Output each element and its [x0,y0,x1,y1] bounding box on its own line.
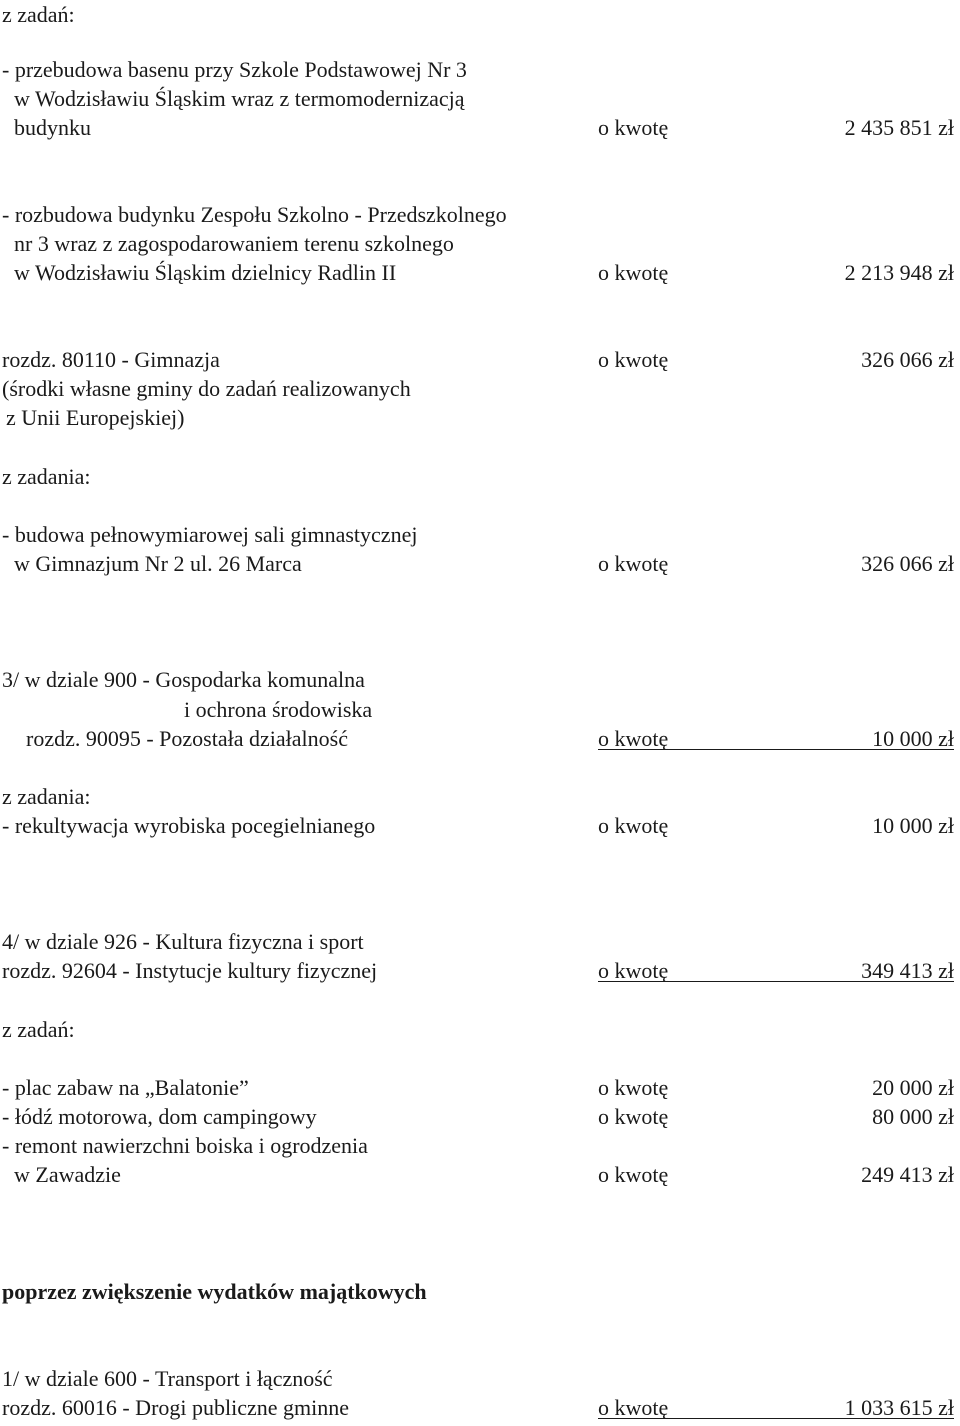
line [0,1015,960,1044]
task-text: - rozbudowa budynku Zespołu Szkolno - Przedszkolnego [2,202,507,227]
chapter-title: rozdz. 80110 - Gimnazja [2,347,220,372]
line [0,403,960,432]
amount-value: 2 213 948 zł [844,260,954,285]
line [0,0,960,29]
amount-value: 326 066 zł [861,551,954,576]
amount-value: 2 435 851 zł [844,115,954,140]
amount-value: 326 066 zł [861,347,954,372]
underline-rule [598,749,954,750]
amount-prefix: o kwotę [598,813,669,838]
line [0,1073,960,1102]
underline-rule [598,981,954,982]
section-title: 4/ w dziale 926 - Kultura fizyczna i sport [2,929,364,954]
amount-prefix: o kwotę [598,551,669,576]
line [0,1102,960,1131]
task-text: - łódź motorowa, dom campingowy [2,1104,317,1129]
line [0,200,960,229]
section-label: z zadania: [2,784,91,809]
line [0,1131,960,1160]
amount-prefix: o kwotę [598,347,669,372]
amount-value: 20 000 zł [872,1075,954,1100]
amount-prefix: o kwotę [598,1075,669,1100]
amount-value: 249 413 zł [861,1162,954,1187]
line [0,520,960,549]
amount-prefix: o kwotę [598,958,669,983]
line [0,695,960,724]
section-title: 1/ w dziale 600 - Transport i łączność [2,1366,333,1391]
line [0,1364,960,1393]
amount-prefix: o kwotę [598,115,669,140]
task-text: w Wodzisławiu Śląskim dzielnicy Radlin II [14,260,397,285]
task-text: w Wodzisławiu Śląskim wraz z termomodernizacją [14,86,465,111]
chapter-title: rozdz. 90095 - Pozostała działalność [26,726,348,751]
amount-value: 349 413 zł [861,958,954,983]
task-text: - plac zabaw na „Balatonie” [2,1075,249,1100]
line [0,782,960,811]
note-text: (środki własne gminy do zadań realizowanych [2,376,411,401]
line [0,665,960,694]
line [0,927,960,956]
task-text: w Zawadzie [14,1162,121,1187]
task-text: - budowa pełnowymiarowej sali gimnastycznej [2,522,418,547]
line [0,1277,960,1306]
task-text: w Gimnazjum Nr 2 ul. 26 Marca [14,551,302,576]
task-text: - przebudowa basenu przy Szkole Podstawowej Nr 3 [2,57,467,82]
chapter-title: rozdz. 92604 - Instytucje kultury fizycznej [2,958,378,983]
line [0,462,960,491]
amount-value: 1 033 615 zł [844,1395,954,1420]
section-label: z zadań: [2,2,75,27]
line [0,345,960,374]
line [0,258,960,287]
underline-rule [598,1418,954,1419]
amount-prefix: o kwotę [598,1104,669,1129]
chapter-title: rozdz. 60016 - Drogi publiczne gminne [2,1395,350,1420]
line [0,84,960,113]
line [0,1160,960,1189]
amount-prefix: o kwotę [598,260,669,285]
line [0,549,960,578]
section-heading: poprzez zwiększenie wydatków majątkowych [2,1279,427,1304]
amount-value: 80 000 zł [872,1104,954,1129]
amount-prefix: o kwotę [598,726,669,751]
line [0,113,960,142]
line [0,374,960,403]
section-label: z zadania: [2,464,91,489]
section-title: 3/ w dziale 900 - Gospodarka komunalna [2,667,365,692]
amount-value: 10 000 zł [872,726,954,751]
amount-value: 10 000 zł [872,813,954,838]
task-text: - rekultywacja wyrobiska pocegielnianego [2,813,376,838]
task-text: nr 3 wraz z zagospodarowaniem terenu szkolnego [14,231,454,256]
line [0,55,960,84]
amount-prefix: o kwotę [598,1162,669,1187]
line [0,811,960,840]
note-text: z Unii Europejskiej) [6,405,185,430]
task-text: - remont nawierzchni boiska i ogrodzenia [2,1133,368,1158]
section-label: z zadań: [2,1017,75,1042]
task-text: budynku [14,115,91,140]
line [0,229,960,258]
amount-prefix: o kwotę [598,1395,669,1420]
section-title: i ochrona środowiska [184,697,373,722]
